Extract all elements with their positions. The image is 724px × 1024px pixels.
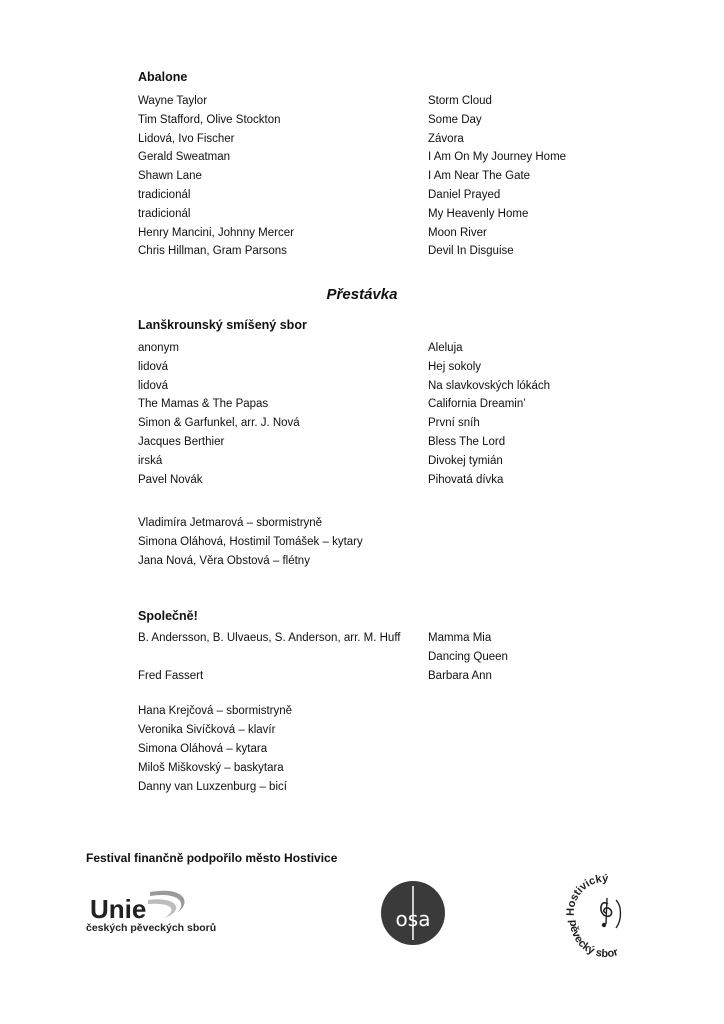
program-row	[138, 398, 658, 417]
song-title: Na slavkovských lókách	[428, 379, 551, 392]
composer: Jacques Berthier	[138, 436, 225, 448]
section-title-lanskroun: Lanškrounský smíšený sbor	[138, 318, 307, 332]
hps-bottom-text: pěvecký sbor	[566, 919, 620, 960]
song-title: Aleluja	[428, 342, 463, 354]
section-title-spolecne: Společně!	[138, 609, 198, 623]
song-title: Dancing Queen	[428, 651, 508, 663]
composer: Fred Fassert	[138, 670, 204, 682]
composer: B. Andersson, B. Ulvaeus, S. Anderson, arr. M. Huff	[138, 632, 401, 644]
performer-credit: Danny van Luxzenburg – bicí	[138, 781, 287, 793]
program-row	[138, 170, 658, 189]
program-row	[138, 227, 658, 246]
composer: Lidová, Ivo Fischer	[138, 132, 235, 145]
program-row	[138, 151, 658, 170]
performer-credit: Simona Oláhová – kytara	[138, 743, 268, 755]
song-title: Pihovatá dívka	[428, 473, 504, 486]
program-row	[138, 245, 658, 264]
program-row	[138, 380, 658, 399]
svg-text:Hostivický	[565, 873, 609, 916]
program-row	[138, 342, 658, 361]
program-row	[138, 189, 658, 208]
program-row	[138, 455, 658, 474]
composer: lidová	[138, 360, 169, 373]
composer: The Mamas & The Papas	[138, 398, 269, 411]
composer: irská	[138, 454, 163, 467]
unie-logo-word: Unie	[90, 894, 147, 924]
song-title: Bless The Lord	[428, 436, 506, 448]
performer-credit: Simona Oláhová, Hostimil Tomášek – kytary	[138, 535, 363, 548]
composer: tradicionál	[138, 189, 191, 201]
composer: Simon & Garfunkel, arr. J. Nová	[138, 417, 300, 430]
program-row	[138, 474, 658, 493]
song-title: Hej sokoly	[428, 360, 482, 373]
osa-logo-text: osa	[395, 907, 431, 931]
program-row	[138, 651, 658, 670]
composer: Wayne Taylor	[138, 95, 208, 107]
composer: Tim Stafford, Olive Stockton	[138, 113, 281, 126]
performer-credit: Vladimíra Jetmarová – sbormistryně	[138, 517, 323, 529]
hps-top-text: Hostivický	[564, 872, 609, 917]
song-title: Moon River	[428, 226, 487, 239]
program-row	[138, 436, 658, 455]
song-title: I Am Near The Gate	[428, 170, 531, 183]
performer-credit: Jana Nová, Věra Obstová – flétny	[138, 554, 310, 567]
composer: Chris Hillman, Gram Parsons	[138, 245, 287, 258]
hostivicky-sbor-logo	[560, 870, 650, 960]
song-title: Some Day	[428, 113, 482, 126]
svg-text:pěvecký sbor	[567, 919, 620, 960]
song-title: Devil In Disguise	[428, 245, 514, 258]
composer: tradicionál	[138, 207, 191, 220]
program-row	[138, 632, 658, 651]
program-row	[138, 114, 658, 133]
intermission-title: Přestávka	[326, 286, 398, 303]
song-title: První sníh	[428, 417, 480, 430]
section-title-abalone: Abalone	[138, 70, 188, 84]
song-title: Barbara Ann	[428, 670, 492, 682]
song-title: Daniel Prayed	[428, 189, 501, 201]
program-row	[138, 133, 658, 152]
song-title: My Heavenly Home	[428, 207, 529, 220]
song-title: California Dreamin’	[428, 398, 526, 411]
song-title: Závora	[428, 132, 464, 145]
song-title: I Am On My Journey Home	[428, 151, 567, 164]
composer: anonym	[138, 342, 179, 354]
song-title: Storm Cloud	[428, 95, 492, 107]
performer-credit: Veronika Sivíčková – klavír	[138, 724, 276, 736]
program-row	[138, 670, 658, 689]
composer: Shawn Lane	[138, 170, 202, 183]
composer: Pavel Novák	[138, 473, 203, 486]
program-row	[138, 95, 658, 114]
song-title: Divokej tymián	[428, 454, 503, 467]
performer-credit: Hana Krejčová – sbormistryně	[138, 705, 293, 717]
composer: Gerald Sweatman	[138, 151, 231, 164]
composer: Henry Mancini, Johnny Mercer	[138, 226, 294, 239]
osa-logo	[380, 880, 446, 946]
performer-credit: Miloš Miškovský – baskytara	[138, 762, 284, 774]
program-row	[138, 208, 658, 227]
unie-logo	[84, 888, 274, 936]
program-row	[138, 417, 658, 436]
program-row	[138, 361, 658, 380]
composer: lidová	[138, 379, 169, 392]
song-title: Mamma Mia	[428, 632, 492, 644]
sponsor-note: Festival finančně podpořilo město Hostivice	[86, 851, 338, 865]
unie-logo-subtitle: českých pěveckých sborů	[86, 922, 217, 934]
